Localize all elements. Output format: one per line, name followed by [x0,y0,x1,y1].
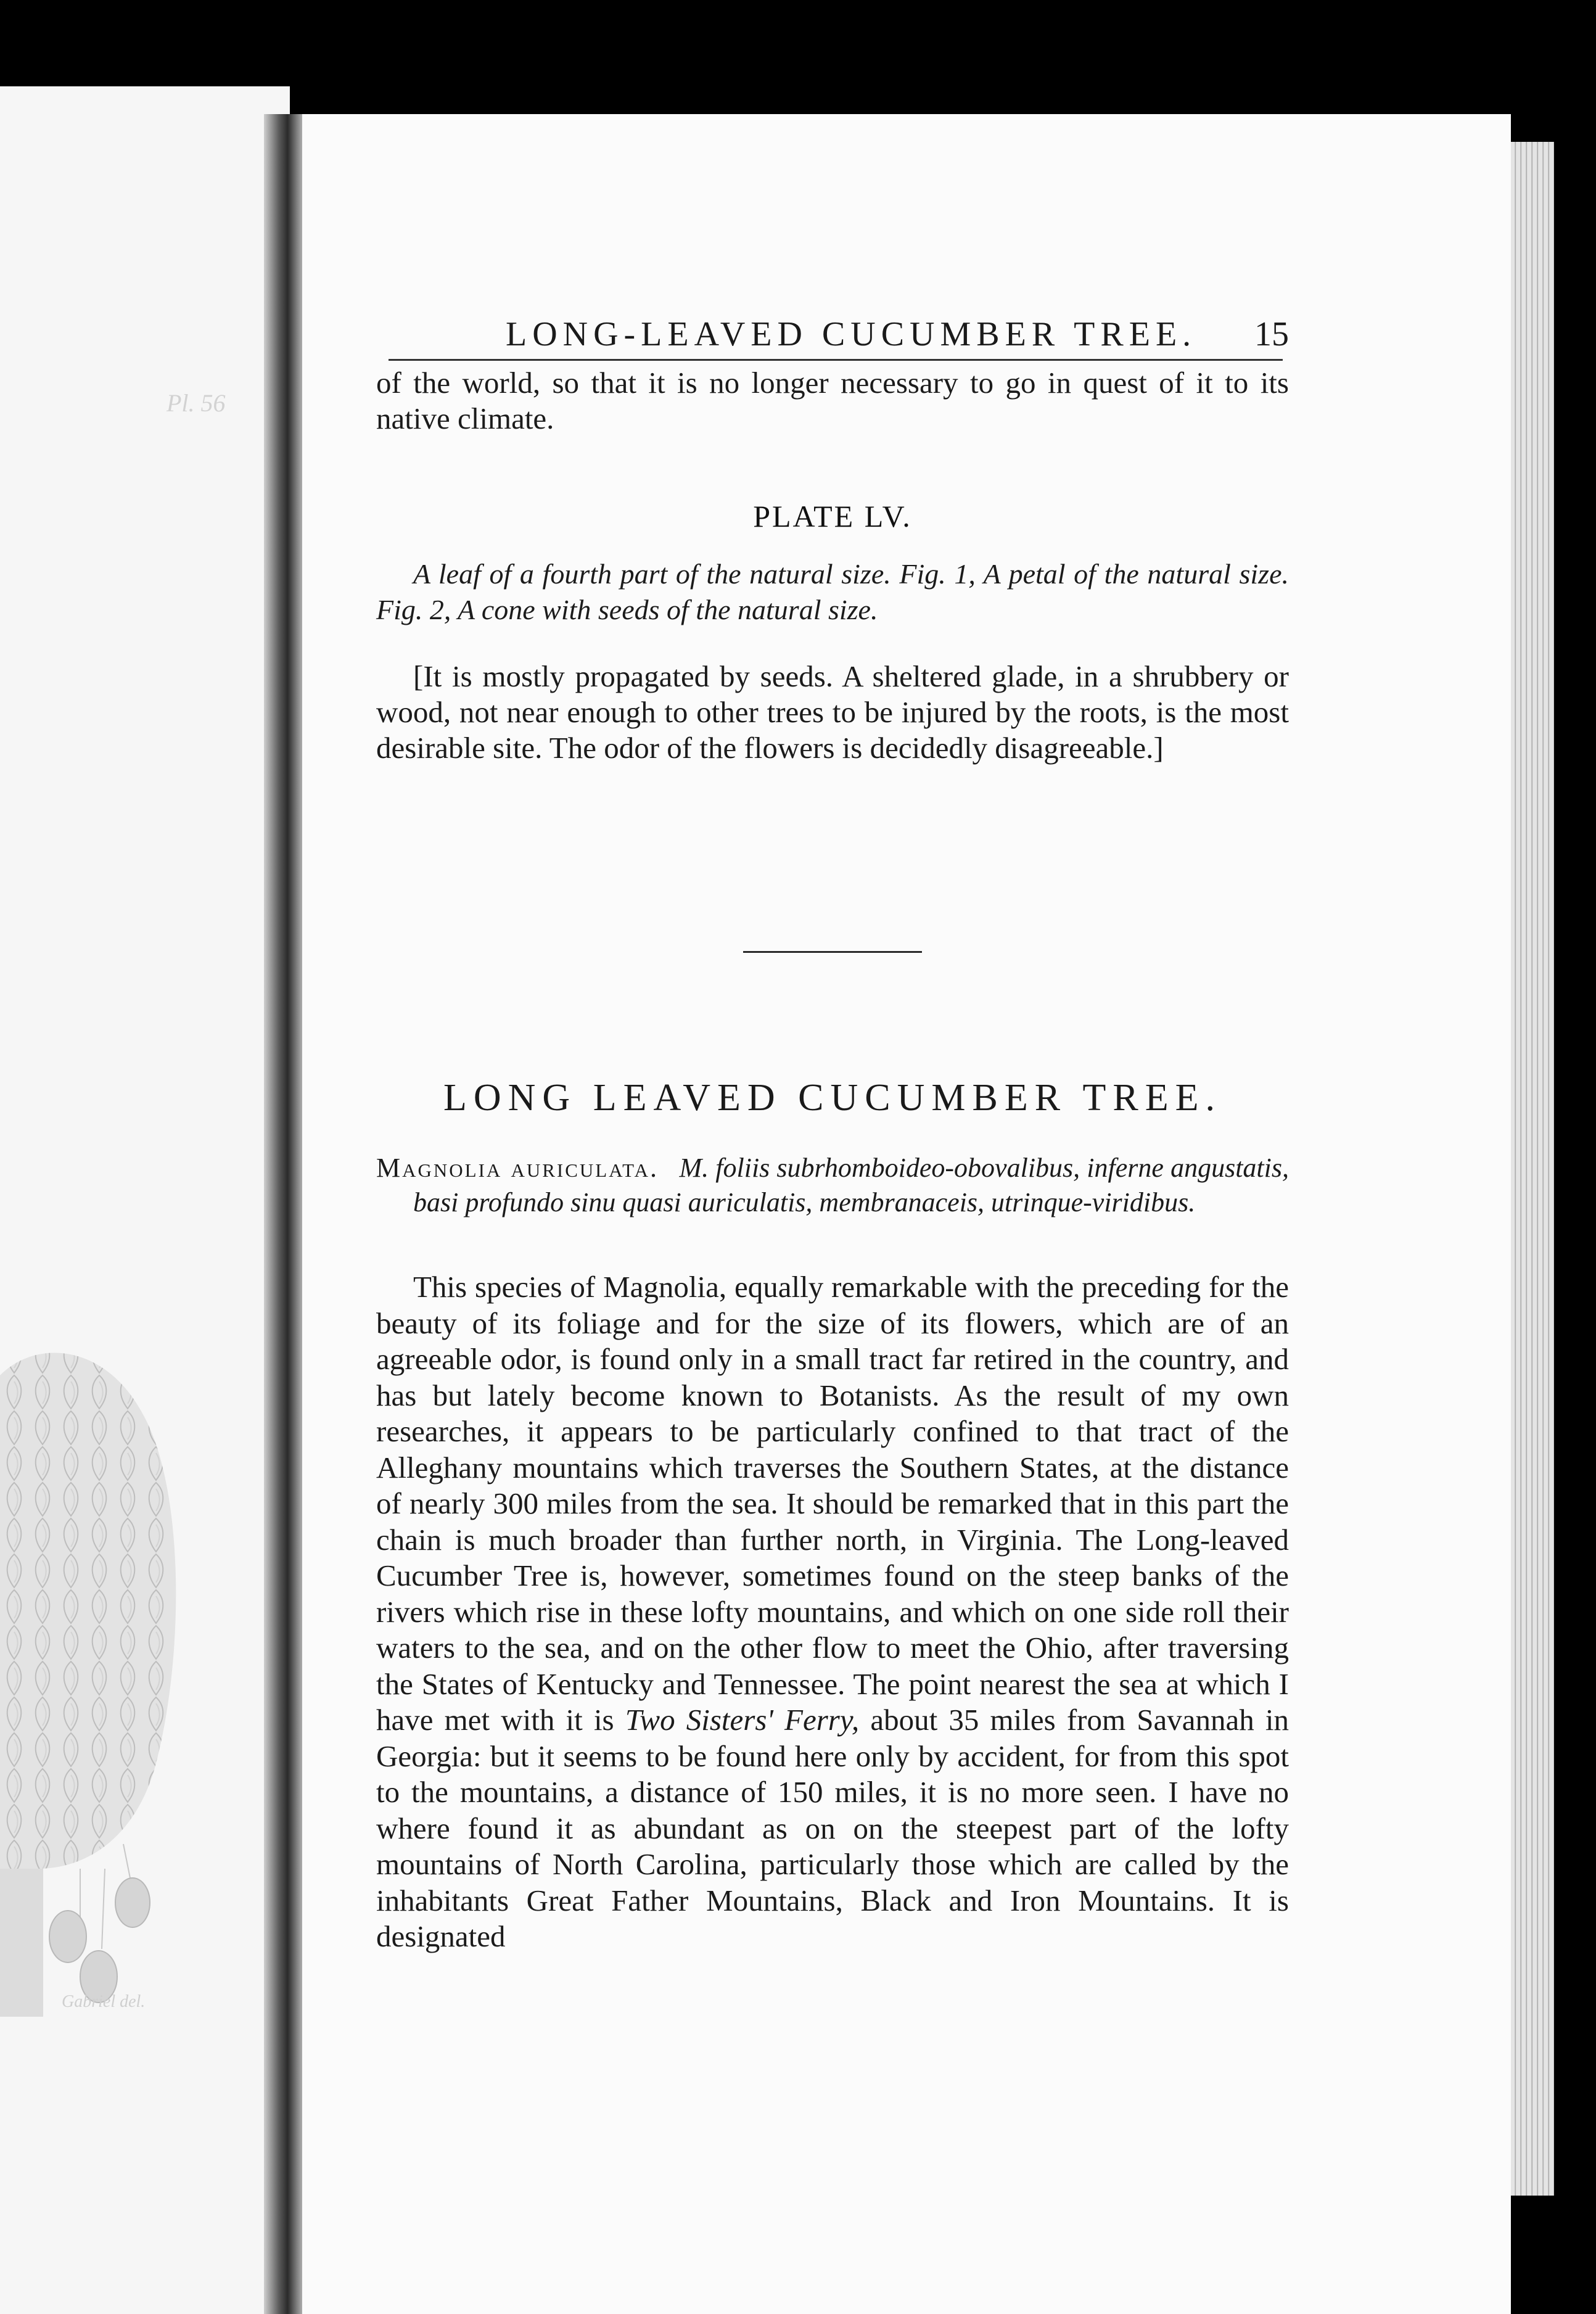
species-title: LONG LEAVED CUCUMBER TREE. [443,1077,1222,1119]
book-gutter [264,114,307,2314]
body-paragraph [376,1269,1289,1955]
body-text-start: This species of Magnolia, equally remarkable with the preceding for the beauty of its foliage and for the size of its flowers, which are of an agreeable odor, is found only in a small tract far retired in the country, and has but lately become known to Botanists. As the result of my own researches, it appears to be particularly confined to that tract of the Alleghany mountains which traverses the Southern States, at the distance of nearly 300 miles from the sea. It should be remarked that in this part the chain is much broader than further north, in Virginia. The Long-leaved Cucumber Tree is, however, sometimes found on the steep banks of the rivers which rise in these lofty mountains, and which on one side roll their waters to the sea, and on the other flow to meet the Ohio, after traversing the States of Kentucky and Tennessee. The point nearest the sea at which I have met with it is [376,1270,1289,1737]
left-facing-page [0,86,290,2314]
cone-illustration [0,1338,222,2029]
species-name: Magnolia auriculata. [376,1153,659,1183]
artist-signature: Gabriel del. [62,1992,146,2011]
page-edges [1511,142,1554,2196]
running-head [376,302,1289,361]
propagation-note: [It is mostly propagated by seeds. A sheltered glade, in a shrubbery or wood, not near enough to other trees to be injured by the roots, is the most desirable site. The odor of the flowers is decidedly disagreeable.] [376,659,1289,765]
species-latin-description: M. foliis subrhomboideo-obovalibus, inferne angustatis, basi profundo sinu quasi auriculatis, membranaceis, utrinque-viridibus. [413,1153,1289,1217]
page-text [376,302,1289,1955]
plate-mark: Pl. 56 [167,389,226,417]
plate-heading: PLATE LV. [753,499,912,533]
species-description [376,1151,1289,1220]
page-number: 15 [1254,315,1289,353]
continuation-paragraph: of the world, so that it is no longer necessary to go in quest of it to its native climate. [376,366,1289,435]
section-divider [743,951,922,953]
body-text-end: about 35 miles from Savannah in Georgia: but it seems to be found here only by accident, for from this spot to the mountains, a distance of 150 miles, it is no more seen. I have no where found it as abundant as on on the steepest part of the lofty mountains of North Carolina, particularly those which are called by the inhabitants Great Father Mountains, Black and Iron Mountains. It is designated [376,1703,1289,1953]
running-title: LONG-LEAVED CUCUMBER TREE. [506,315,1197,353]
plate-caption: A leaf of a fourth part of the natural size. Fig. 1, A petal of the natural size. Fig. 2, A cone with seeds of the natural size. [376,558,1289,625]
header-rule [389,359,1283,361]
place-name: Two Sisters' Ferry, [625,1703,860,1737]
